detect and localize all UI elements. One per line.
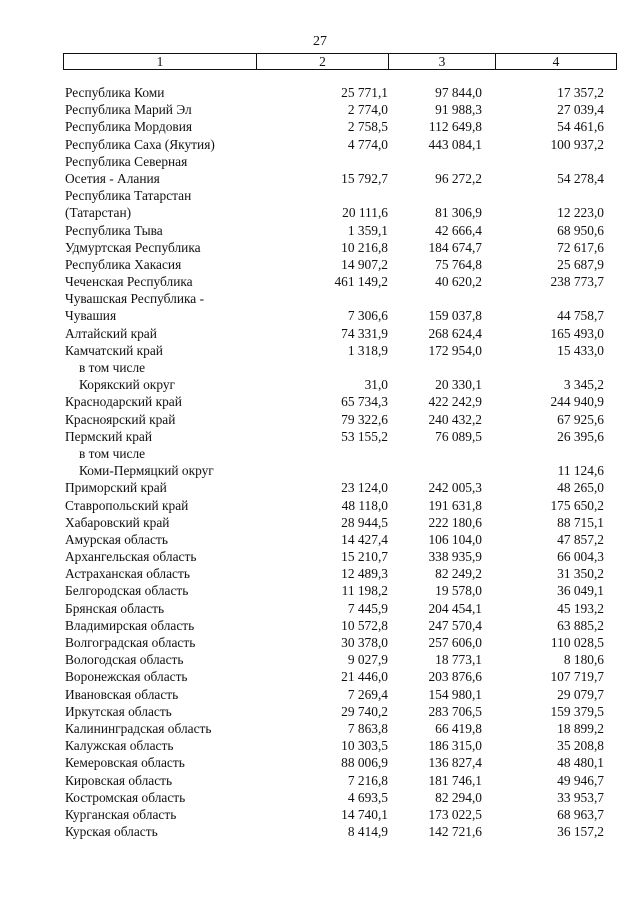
table-row <box>63 118 617 135</box>
table-row <box>63 634 617 651</box>
value-col-4: 100 937,2 <box>550 136 604 152</box>
value-col-2: 10 572,8 <box>341 617 388 633</box>
table-row <box>63 411 617 428</box>
region-name: Курганская область <box>65 806 177 822</box>
region-name: Хабаровский край <box>65 514 170 530</box>
value-col-4: 18 899,2 <box>557 720 604 736</box>
region-name: Пермский край <box>65 428 153 444</box>
table-row <box>63 565 617 582</box>
value-col-2: 15 792,7 <box>341 170 388 186</box>
region-name: Корякский округ <box>79 377 176 393</box>
value-col-3: 112 649,8 <box>428 119 482 135</box>
value-col-2: 21 446,0 <box>341 669 388 685</box>
value-col-2: 29 740,2 <box>341 703 388 719</box>
value-col-3: 186 315,0 <box>428 738 482 754</box>
value-col-2: 20 111,6 <box>342 205 388 221</box>
table-row <box>63 256 617 273</box>
value-col-2: 31,0 <box>364 377 388 393</box>
value-col-4: 48 480,1 <box>557 755 604 771</box>
table-row <box>63 823 617 840</box>
region-name: Республика Северная <box>65 153 188 169</box>
value-col-4: 54 461,6 <box>557 119 604 135</box>
value-col-4: 244 940,9 <box>550 394 604 410</box>
value-col-3: 247 570,4 <box>428 617 482 633</box>
value-col-3: 154 980,1 <box>428 686 482 702</box>
region-name: Коми-Пермяцкий округ <box>79 463 214 479</box>
table-row <box>63 497 617 514</box>
value-col-4: 88 715,1 <box>557 514 604 530</box>
table-row <box>63 789 617 806</box>
value-col-4: 68 963,7 <box>557 806 604 822</box>
table-row <box>63 239 617 256</box>
table-row <box>63 204 617 221</box>
value-col-2: 65 734,3 <box>341 394 388 410</box>
value-col-4: 165 493,0 <box>550 325 604 341</box>
value-col-3: 257 606,0 <box>428 635 482 650</box>
value-col-4: 238 773,7 <box>550 274 604 290</box>
region-name: Республика Саха (Якутия) <box>65 136 215 152</box>
value-col-3: 191 631,8 <box>428 497 482 513</box>
value-col-3: 184 674,7 <box>428 239 482 255</box>
table-row <box>63 514 617 531</box>
table-row <box>63 720 617 737</box>
table-row <box>63 737 617 754</box>
value-col-4: 25 687,9 <box>557 256 604 272</box>
region-name: Ставропольский край <box>65 497 189 513</box>
table-row <box>63 273 617 290</box>
region-name: Калининградская область <box>65 720 212 736</box>
table-row <box>63 342 617 359</box>
region-name: в том числе <box>79 445 146 461</box>
value-col-4: 15 433,0 <box>557 342 604 358</box>
region-name: Красноярский край <box>65 411 176 427</box>
value-col-3: 173 022,5 <box>428 806 482 822</box>
region-name: Курская область <box>65 824 158 840</box>
value-col-3: 136 827,4 <box>428 755 482 771</box>
table-row <box>63 754 617 771</box>
value-col-3: 42 666,4 <box>435 222 482 238</box>
value-col-3: 91 988,3 <box>435 102 482 118</box>
value-col-2: 4 693,5 <box>347 789 388 805</box>
value-col-4: 27 039,4 <box>557 102 604 118</box>
value-col-2: 14 427,4 <box>341 531 388 547</box>
value-col-3: 181 746,1 <box>428 772 482 788</box>
table-row <box>63 806 617 823</box>
region-name: Амурская область <box>65 531 168 547</box>
region-name: Удмуртская Республика <box>65 239 201 255</box>
table-row <box>63 101 617 118</box>
value-col-2: 14 740,1 <box>341 806 388 822</box>
value-col-3: 203 876,6 <box>428 669 482 685</box>
value-col-4: 8 180,6 <box>563 652 604 668</box>
value-col-4: 36 157,2 <box>557 824 604 840</box>
value-col-3: 81 306,9 <box>435 205 482 221</box>
region-name: Чувашия <box>65 308 117 324</box>
value-col-2: 74 331,9 <box>341 325 388 341</box>
region-name: Республика Марий Эл <box>65 102 192 118</box>
value-col-2: 8 414,9 <box>347 824 388 840</box>
table-row <box>63 772 617 789</box>
value-col-3: 96 272,2 <box>435 170 482 186</box>
region-name: Чувашская Республика - <box>65 291 205 307</box>
value-col-2: 1 359,1 <box>347 222 388 238</box>
region-name: Архангельская область <box>65 549 197 565</box>
value-col-4: 29 079,7 <box>557 686 604 702</box>
table-row <box>63 136 617 153</box>
value-col-2: 14 907,2 <box>341 256 388 272</box>
value-col-2: 25 771,1 <box>341 85 388 100</box>
value-col-3: 97 844,0 <box>435 85 482 100</box>
value-col-2: 10 303,5 <box>341 738 388 754</box>
value-col-2: 12 489,3 <box>341 566 388 582</box>
region-name: Краснодарский край <box>65 394 182 410</box>
value-col-4: 107 719,7 <box>550 669 604 685</box>
region-name: Волгоградская область <box>65 635 196 650</box>
table-row <box>63 393 617 410</box>
value-col-2: 30 378,0 <box>341 635 388 650</box>
table-row <box>63 187 617 204</box>
region-name: Осетия - Алания <box>65 170 160 186</box>
value-col-3: 204 454,1 <box>428 600 482 616</box>
header-col-4: 4 <box>552 54 560 69</box>
value-col-2: 15 210,7 <box>341 549 388 565</box>
value-col-2: 2 758,5 <box>347 119 388 135</box>
region-name: Кемеровская область <box>65 755 185 771</box>
region-name: Воронежская область <box>65 669 188 685</box>
value-col-2: 11 198,2 <box>341 583 388 599</box>
value-col-3: 159 037,8 <box>428 308 482 324</box>
value-col-2: 7 306,6 <box>347 308 388 324</box>
value-col-4: 26 395,6 <box>557 428 604 444</box>
value-col-3: 82 249,2 <box>435 566 482 582</box>
value-col-4: 35 208,8 <box>557 738 604 754</box>
value-col-4: 17 357,2 <box>557 85 604 100</box>
table-row <box>63 462 617 479</box>
value-col-4: 175 650,2 <box>550 497 604 513</box>
region-name: Брянская область <box>65 600 165 616</box>
region-name: Иркутская область <box>65 703 172 719</box>
value-col-4: 67 925,6 <box>557 411 604 427</box>
value-col-2: 1 318,9 <box>347 342 388 358</box>
header-col-2: 2 <box>257 54 389 69</box>
region-name: Вологодская область <box>65 652 184 668</box>
value-col-4: 47 857,2 <box>557 531 604 547</box>
table-row <box>63 170 617 187</box>
value-col-3: 82 294,0 <box>435 789 482 805</box>
region-name: Кировская область <box>65 772 173 788</box>
value-col-3: 338 935,9 <box>428 549 482 565</box>
value-col-3: 142 721,6 <box>428 824 482 840</box>
value-col-4: 3 345,2 <box>563 377 604 393</box>
region-name: Приморский край <box>65 480 167 496</box>
table-row <box>63 359 617 376</box>
table-row <box>63 222 617 239</box>
value-col-2: 7 216,8 <box>347 772 388 788</box>
table-row <box>63 582 617 599</box>
table-row <box>63 376 617 393</box>
value-col-3: 19 578,0 <box>435 583 482 599</box>
table-row <box>63 428 617 445</box>
value-col-4: 36 049,1 <box>557 583 604 599</box>
value-col-2: 9 027,9 <box>347 652 388 668</box>
value-col-4: 159 379,5 <box>550 703 604 719</box>
value-col-2: 28 944,5 <box>341 514 388 530</box>
value-col-3: 40 620,2 <box>435 274 482 290</box>
value-col-4: 45 193,2 <box>557 600 604 616</box>
value-col-2: 7 863,8 <box>347 720 388 736</box>
value-col-4: 68 950,6 <box>557 222 604 238</box>
table-row <box>63 307 617 324</box>
value-col-2: 79 322,6 <box>341 411 388 427</box>
value-col-3: 283 706,5 <box>428 703 482 719</box>
page-number: 27 <box>313 34 327 49</box>
table-header <box>63 53 617 70</box>
value-col-3: 66 419,8 <box>435 720 482 736</box>
region-name: Республика Коми <box>65 85 165 100</box>
region-name: Костромская область <box>65 789 186 805</box>
table-row <box>63 651 617 668</box>
value-col-4: 49 946,7 <box>557 772 604 788</box>
value-col-3: 268 624,4 <box>428 325 482 341</box>
table-row <box>63 668 617 685</box>
table-row <box>63 479 617 496</box>
value-col-3: 422 242,9 <box>428 394 482 410</box>
region-name: Алтайский край <box>65 325 157 341</box>
table-body <box>63 84 617 840</box>
value-col-4: 54 278,4 <box>557 170 604 186</box>
region-name: Камчатский край <box>65 342 163 358</box>
value-col-2: 53 155,2 <box>341 428 388 444</box>
region-name: Республика Мордовия <box>65 119 193 135</box>
value-col-2: 88 006,9 <box>341 755 388 771</box>
table-row <box>63 445 617 462</box>
value-col-2: 23 124,0 <box>341 480 388 496</box>
table-row <box>63 84 617 101</box>
value-col-4: 48 265,0 <box>557 480 604 496</box>
value-col-3: 76 089,5 <box>435 428 482 444</box>
value-col-2: 461 149,2 <box>334 274 388 290</box>
region-name: Калужская область <box>65 738 174 754</box>
table-row <box>63 325 617 342</box>
region-name: Республика Татарстан <box>65 188 192 204</box>
region-name: Республика Тыва <box>65 222 163 238</box>
value-col-2: 10 216,8 <box>341 239 388 255</box>
value-col-3: 172 954,0 <box>428 342 482 358</box>
value-col-4: 11 124,6 <box>557 463 604 479</box>
table-row <box>63 548 617 565</box>
value-col-3: 18 773,1 <box>435 652 482 668</box>
table-row <box>63 600 617 617</box>
region-name: Ивановская область <box>65 686 179 702</box>
header-col-3: 3 <box>389 54 496 69</box>
value-col-4: 110 028,5 <box>550 635 604 650</box>
region-name: Астраханская область <box>65 566 190 582</box>
value-col-2: 7 269,4 <box>347 686 388 702</box>
value-col-4: 72 617,6 <box>557 239 604 255</box>
value-col-3: 20 330,1 <box>435 377 482 393</box>
header-col-1: 1 <box>64 54 257 69</box>
region-name: Владимирская область <box>65 617 195 633</box>
region-name: Республика Хакасия <box>65 256 182 272</box>
value-col-2: 2 774,0 <box>347 102 388 118</box>
value-col-3: 222 180,6 <box>428 514 482 530</box>
value-col-4: 44 758,7 <box>557 308 604 324</box>
region-name: Чеченская Республика <box>65 274 193 290</box>
value-col-4: 12 223,0 <box>557 205 604 221</box>
value-col-2: 7 445,9 <box>347 600 388 616</box>
table-row <box>63 153 617 170</box>
value-col-2: 4 774,0 <box>347 136 388 152</box>
value-col-4: 33 953,7 <box>557 789 604 805</box>
region-name: (Татарстан) <box>65 205 132 221</box>
table-row <box>63 531 617 548</box>
value-col-3: 106 104,0 <box>428 531 482 547</box>
table-row <box>63 617 617 634</box>
value-col-4: 31 350,2 <box>557 566 604 582</box>
table-row <box>63 686 617 703</box>
table-row <box>63 290 617 307</box>
value-col-3: 75 764,8 <box>435 256 482 272</box>
region-name: Белгородская область <box>65 583 189 599</box>
value-col-3: 242 005,3 <box>428 480 482 496</box>
value-col-3: 443 084,1 <box>428 136 482 152</box>
value-col-3: 240 432,2 <box>428 411 482 427</box>
table-row <box>63 703 617 720</box>
region-name: в том числе <box>79 360 146 375</box>
value-col-2: 48 118,0 <box>341 497 388 513</box>
value-col-4: 66 004,3 <box>557 549 604 565</box>
value-col-4: 63 885,2 <box>557 617 604 633</box>
